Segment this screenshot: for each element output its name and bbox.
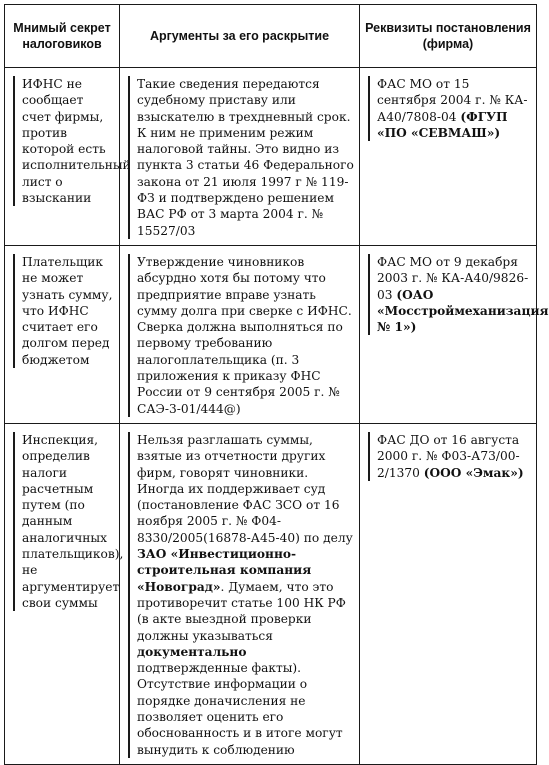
secret-text: Плательщик не может узнать сумму, что ИФНС считает его долгом перед бюджетом (22, 254, 113, 367)
argument-text-part: . Думаем, что это противоречит статье 100 НК РФ (в акте выездной проверки должны указываться (137, 579, 346, 643)
ruling-firm: (ФГУП «ПО «СЕВМАШ») (377, 109, 508, 140)
argument-firm-name: ЗАО «Инвестиционно-строительная компания «Новоград» (137, 547, 312, 594)
ruling-cell (360, 68, 537, 246)
ruling-cell (360, 423, 537, 764)
table-row (5, 245, 537, 423)
ruling-firm: (ООО «Эмак») (423, 465, 524, 480)
ruling-firm: (ОАО «Мосстроймеханизация № 1») (377, 287, 549, 335)
secret-cell (5, 423, 124, 764)
argument-text: Такие сведения передаются судебному приставу или взыскателю в трехдневный срок. К ним не применим режим налоговой тайны. Это видно из пункта 3 статьи 46 Федерального закона от 21 июля 1997 г № 119-ФЗ и подтверждено решением ВАС РФ от 3 марта 2004 г. № 15527/03 (137, 77, 354, 238)
argument-cell (120, 423, 360, 764)
ruling-text: ФАС МО от 15 сентября 2004 г. № КА-А40/7808-04 (377, 77, 528, 124)
argument-emphasis: документально (137, 644, 247, 659)
table-row (5, 423, 537, 764)
table-row (5, 68, 537, 246)
argument-text: Утверждение чиновников абсурдно хотя бы потому что предприятие вправе узнать сумму долга при сверке с ИФНС. Сверка должна выполняться по первому требованию налогоплательщика (п. 3 приложения к приказу ФНС России от 9 сентября 2005 г. № САЭ-3-01/444@) (137, 254, 352, 416)
table-header-row (5, 5, 537, 68)
secrets-table (4, 4, 549, 765)
ruling-cell (360, 245, 549, 423)
secret-text: Инспекция, определив налоги расчетным путем (по данным аналогичных плательщиков), не аргументирует свои суммы (22, 432, 124, 610)
header-ruling: Реквизиты постановления (фирма) (360, 5, 537, 68)
document-page (4, 4, 549, 765)
argument-cell (120, 245, 360, 423)
secret-text: ИФНС не сообщает счет фирмы, против которой есть исполнительный лист о взыскании (22, 77, 131, 206)
secret-cell (5, 68, 131, 246)
ruling-text: ФАС ДО от 16 августа 2000 г. № Ф03-А73/00-2/1370 (377, 432, 520, 480)
secret-cell (5, 245, 120, 423)
argument-cell (120, 68, 360, 246)
argument-text-part: подтвержденные факты). Отсутствие информации о порядке доначисления не позволяет оценить его обоснованность и в итоге могут вынудить к соблюдению (137, 661, 343, 757)
header-arguments: Аргументы за его раскрытие (120, 5, 360, 68)
ruling-text: ФАС МО от 9 декабря 2003 г. № КА-А40/9826-03 (377, 254, 529, 302)
header-secret: Мнимый секрет налоговиков (5, 5, 120, 68)
argument-text-part: Нельзя разглашать суммы, взятые из отчетности других фирм, говорят чиновники. Иногда их поддерживает суд (постановление ФАС ЗСО от 16 ноября 2005 г. № Ф04-8330/2005(16878-А45-40) по делу (137, 432, 353, 545)
